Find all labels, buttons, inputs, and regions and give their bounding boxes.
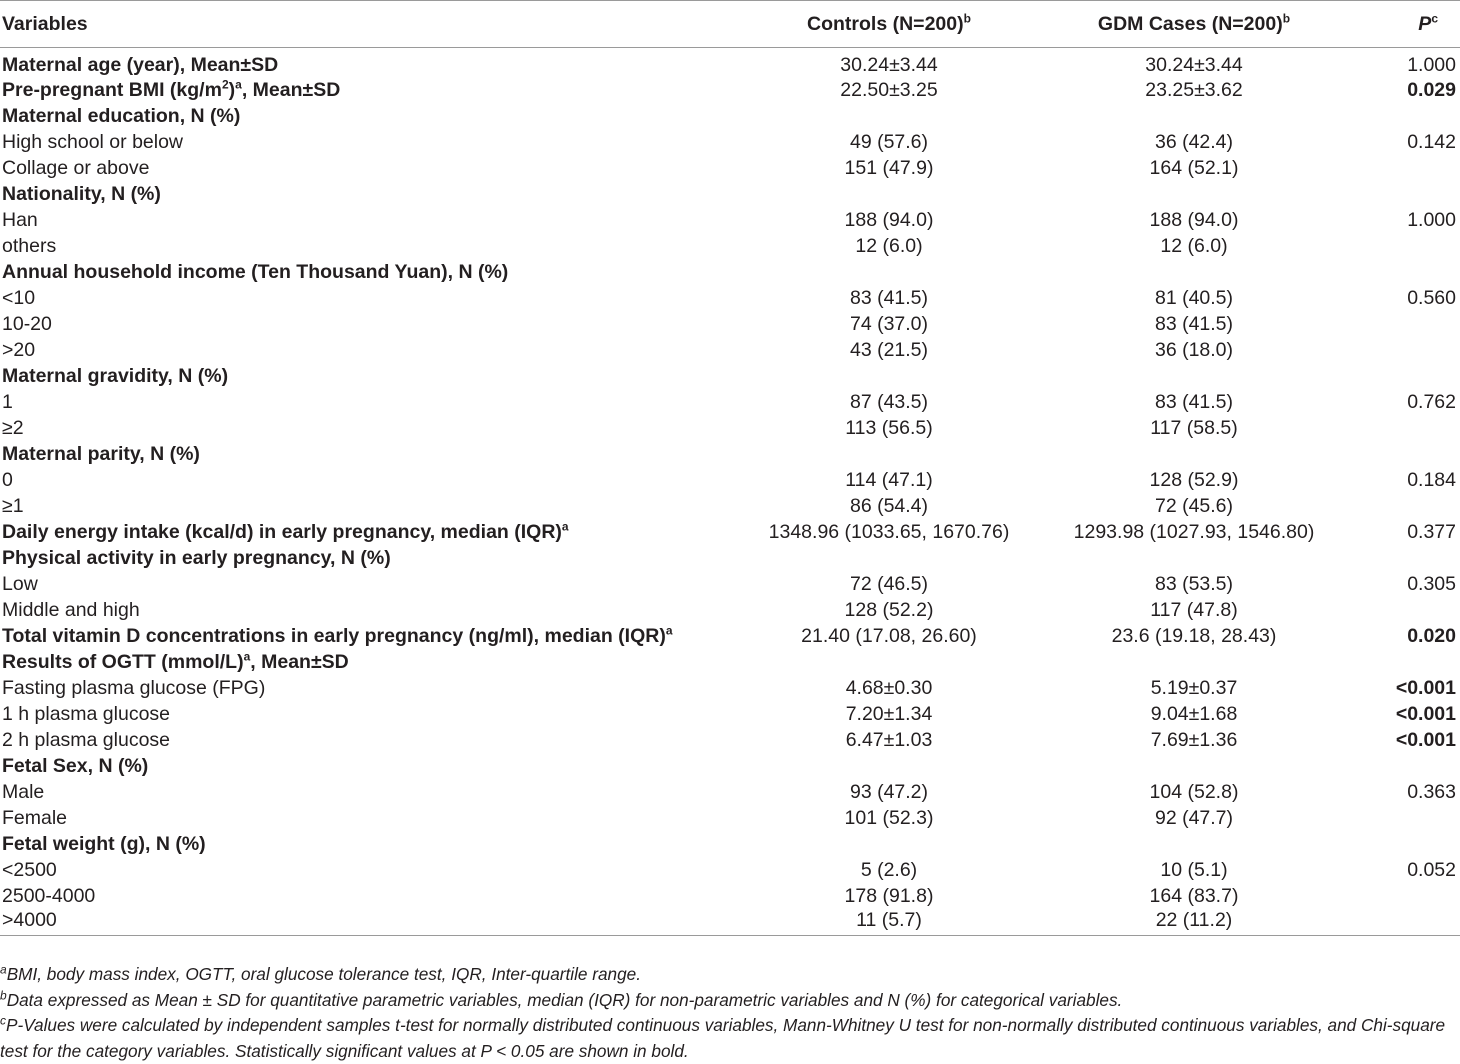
variable-cell [0,623,764,649]
gdm-cases-cell: 83 (53.5) [1154,572,1234,595]
variable-cell [0,77,764,103]
table-row [0,597,1460,623]
p-value-cell [1374,545,1460,571]
footnote-text: BMI, body mass index, OGTT, oral glucose tolerance test, IQR, Inter-quartile range. [6,964,642,984]
variable-cell [0,597,764,623]
table-row-heading [0,831,1460,857]
variable-cell [0,181,764,207]
p-value-cell [1374,259,1460,285]
footnote-c [0,1013,1458,1064]
footnote-marker: c [0,1013,6,1028]
gdm-cases-cell [1014,545,1374,571]
p-value-cell [1374,649,1460,675]
p-value-cell [1374,597,1460,623]
footnote-marker: a [243,649,251,663]
variable-label: Han [2,208,38,231]
variable-cell [0,857,764,883]
p-value-cell: 1.000 [1407,54,1456,76]
p-value-cell [1374,181,1460,207]
gdm-cases-cell: 83 (41.5) [1154,390,1234,413]
gdm-cases-cell [1014,753,1374,779]
variable-cell [0,727,764,753]
variable-label: Total vitamin D concentrations in early pregnancy (ng/ml), median (IQR) [2,624,666,647]
variable-label: Fasting plasma glucose (FPG) [2,676,266,699]
controls-cell: 188 (94.0) [844,208,934,231]
gdm-cases-cell: 164 (83.7) [1149,884,1239,907]
controls-cell: 4.68±0.30 [845,676,933,699]
table-row-heading [0,649,1460,675]
controls-cell: 11 (5.7) [764,909,1014,936]
controls-cell: 114 (47.1) [845,468,933,491]
table-row [0,389,1460,415]
controls-cell: 43 (21.5) [849,338,929,361]
p-value-cell: <0.001 [1395,676,1456,699]
table-header [0,1,1460,48]
controls-cell [764,753,1014,779]
table-row-heading [0,103,1460,129]
controls-cell: 30.24±3.44 [840,54,938,76]
variable-label: High school or below [2,130,184,153]
variable-cell [0,545,764,571]
gdm-cases-cell [1014,103,1374,129]
p-value-cell [1374,311,1460,337]
table-row [0,207,1460,233]
gdm-cases-cell: 83 (41.5) [1154,312,1234,335]
gdm-cases-cell: 188 (94.0) [1149,208,1239,231]
variable-cell [0,48,764,78]
table-row [0,415,1460,441]
variable-cell [0,649,764,675]
variable-label: others [2,234,57,257]
variable-cell [0,519,764,545]
variable-label: Female [2,806,68,829]
variable-cell [0,805,764,831]
variable-label: 0 [2,468,13,491]
footnote-b [0,988,1458,1014]
p-value-cell: 0.029 [1407,78,1456,101]
p-value-cell [1374,337,1460,363]
variable-label: , Mean±SD [250,650,349,673]
p-value-cell: 0.020 [1407,624,1456,647]
table-row [0,909,1460,936]
variable-label: Maternal education, N (%) [2,104,241,127]
controls-cell [764,649,1014,675]
variable-label: Maternal gravidity, N (%) [2,364,229,387]
table-row [0,285,1460,311]
variable-label: <10 [2,286,36,309]
variable-cell [0,311,764,337]
p-value-cell: 0.363 [1407,780,1456,803]
table-row-heading [0,545,1460,571]
p-value-cell [1374,363,1460,389]
controls-cell: 6.47±1.03 [845,728,933,751]
footnote-text: Data expressed as Mean ± SD for quantitative parametric variables, median (IQR) for non-parametric variables and N (%) for categorical variables. [6,989,1123,1010]
variable-label: Collage or above [2,156,150,179]
p-value-cell: 0.184 [1407,468,1456,491]
table-row [0,493,1460,519]
variable-cell [0,233,764,259]
variable-cell [0,415,764,441]
variable-cell [0,753,764,779]
gdm-cases-cell: 36 (42.4) [1154,130,1234,153]
footnote-marker: a [561,519,569,533]
gdm-cases-cell: 5.19±0.37 [1150,676,1238,699]
variable-label: ≥2 [2,416,24,439]
controls-cell [764,363,1014,389]
variable-label: 1 h plasma glucose [2,702,171,725]
variable-label: Results of OGTT (mmol/L) [2,650,244,673]
variable-label: Annual household income (Ten Thousand Yuan), N (%) [2,260,509,283]
table-row [0,233,1460,259]
gdm-cases-cell: 22 (11.2) [1014,909,1374,936]
variable-label: Maternal age (year), Mean±SD [2,54,279,76]
header-controls: Controls (N=200)$^b$ [764,1,1014,48]
gdm-cases-cell [1014,363,1374,389]
controls-cell: 5 (2.6) [860,858,918,881]
variable-cell [0,779,764,805]
variable-cell [0,831,764,857]
table-row [0,727,1460,753]
header-p-value: $P^c$ [1374,1,1460,48]
variable-cell [0,207,764,233]
p-value-cell [1374,441,1460,467]
footnote-marker: a [0,962,7,977]
table-row-heading [0,623,1460,649]
variable-label: ≥1 [2,494,24,517]
variable-cell [0,129,764,155]
gdm-cases-cell: 117 (47.8) [1150,598,1238,621]
gdm-cases-cell [1014,259,1374,285]
controls-cell [764,181,1014,207]
table-row-heading [0,519,1460,545]
gdm-cases-cell: 9.04±1.68 [1150,702,1238,725]
controls-cell: 83 (41.5) [849,286,929,309]
gdm-cases-cell: 128 (52.9) [1149,468,1239,491]
table-footnotes [0,962,1458,1064]
p-value-cell [1374,103,1460,129]
controls-cell [764,441,1014,467]
p-value-cell: <0.001 [1395,728,1456,751]
p-value-cell: 0.560 [1407,286,1456,309]
p-value-cell [1374,155,1460,181]
controls-cell: 101 (52.3) [844,806,934,829]
variable-label: Fetal weight (g), N (%) [2,832,206,855]
gdm-cases-cell: 36 (18.0) [1154,338,1234,361]
table-row [0,701,1460,727]
header-gdm-cases: GDM Cases (N=200)$^b$ [1014,1,1374,48]
controls-cell: 151 (47.9) [844,156,934,179]
controls-cell: 113 (56.5) [845,416,933,439]
table-row-heading [0,181,1460,207]
variable-label: >4000 [2,909,57,931]
controls-cell: 93 (47.2) [849,780,929,803]
variable-cell [0,259,764,285]
p-value-cell: 0.762 [1407,390,1456,413]
variable-label: 10-20 [2,312,52,335]
controls-cell: 21.40 (17.08, 26.60) [801,624,977,647]
variable-label: 2 h plasma glucose [2,728,171,751]
controls-cell: 74 (37.0) [849,312,929,335]
gdm-cases-cell: 81 (40.5) [1154,286,1234,309]
variable-label: Pre-pregnant BMI (kg/m [2,78,222,101]
variable-label: <2500 [2,858,57,881]
table-row [0,805,1460,831]
controls-cell: 86 (54.4) [849,494,929,517]
variable-cell [0,155,764,181]
variable-cell [0,441,764,467]
gdm-cases-cell: 104 (52.8) [1149,780,1239,803]
variable-label: >20 [2,338,36,361]
controls-cell: 72 (46.5) [849,572,929,595]
controls-cell: 49 (57.6) [849,130,929,153]
variable-cell [0,675,764,701]
footnote-a [0,962,1458,988]
table-row-heading [0,363,1460,389]
table-row [0,337,1460,363]
variable-label: ) [228,78,236,101]
gdm-cases-cell: 12 (6.0) [1160,234,1228,257]
p-value-cell: 1.000 [1407,208,1456,231]
gdm-cases-cell: 10 (5.1) [1160,858,1228,881]
variable-label: Maternal parity, N (%) [2,442,200,465]
variable-label: Physical activity in early pregnancy, N (%) [2,546,391,569]
p-value-cell: 0.377 [1407,520,1456,543]
gdm-cases-cell: 23.6 (19.18, 28.43) [1111,624,1277,647]
footnote-marker: 2 [221,77,229,91]
gdm-cases-cell: 164 (52.1) [1149,156,1239,179]
variable-cell [0,103,764,129]
p-value-cell [1374,415,1460,441]
gdm-cases-cell [1014,831,1374,857]
variable-cell [0,571,764,597]
footnote-text: P-Values were calculated by independent samples t-test for normally distributed continuous variables, Mann-Whitney U test for non-normally distributed continuous variables, and Chi-square test for the category variables. Statistically significant values at P < 0.05 are shown in bold. [0,1015,1446,1061]
footnote-marker: a [665,623,673,637]
table-row-heading [0,753,1460,779]
controls-cell: 128 (52.2) [844,598,934,621]
variable-cell [0,285,764,311]
table-row [0,311,1460,337]
gdm-cases-cell: 92 (47.7) [1154,806,1234,829]
p-value-cell [1374,909,1460,936]
header-row [0,1,1460,48]
variable-cell [0,909,764,936]
p-value-cell: <0.001 [1395,702,1456,725]
table-row-heading [0,77,1460,103]
controls-cell: 1348.96 (1033.65, 1670.76) [768,520,1010,543]
p-value-cell: 0.142 [1407,130,1456,153]
table-row [0,779,1460,805]
controls-cell [764,831,1014,857]
variable-label: Middle and high [2,598,140,621]
variable-cell [0,701,764,727]
variable-label: Nationality, N (%) [2,182,161,205]
controls-cell: 178 (91.8) [844,884,934,907]
variable-cell [0,389,764,415]
p-value-cell [1374,831,1460,857]
controls-cell [764,103,1014,129]
table-row [0,857,1460,883]
gdm-cases-cell: 117 (58.5) [1150,416,1238,439]
variable-label: , Mean±SD [241,78,341,101]
controls-cell: 87 (43.5) [849,390,929,413]
table-row [0,675,1460,701]
variable-cell [0,337,764,363]
p-value-cell [1374,233,1460,259]
table-row [0,467,1460,493]
p-value-cell [1374,753,1460,779]
gdm-cases-cell: 7.69±1.36 [1150,728,1238,751]
table-row-heading [0,48,1460,78]
variable-label: Low [2,572,38,595]
table-row [0,883,1460,909]
table-row-heading [0,259,1460,285]
table-row [0,129,1460,155]
p-value-cell [1374,493,1460,519]
variable-cell [0,493,764,519]
controls-cell [764,545,1014,571]
footnote-marker: a [235,77,242,91]
table-body [0,48,1460,936]
header-variables: Variables [0,1,764,48]
table-row [0,571,1460,597]
gdm-cases-cell: 72 (45.6) [1154,494,1234,517]
variable-cell [0,883,764,909]
variable-label: Fetal Sex, N (%) [2,754,149,777]
controls-cell [764,259,1014,285]
p-value-cell [1374,883,1460,909]
variable-label: Daily energy intake (kcal/d) in early pregnancy, median (IQR) [2,520,562,543]
gdm-cases-cell: 1293.98 (1027.93, 1546.80) [1073,520,1315,543]
table-row-heading [0,441,1460,467]
table-row [0,155,1460,181]
footnote-marker: b [0,987,7,1002]
gdm-cases-cell: 23.25±3.62 [1145,78,1243,101]
variable-label: 1 [2,390,13,413]
controls-cell: 22.50±3.25 [840,78,938,101]
controls-cell: 7.20±1.34 [845,702,933,725]
gdm-cases-cell [1014,441,1374,467]
variable-label: 2500-4000 [2,884,96,907]
variable-cell [0,467,764,493]
p-value-cell [1374,805,1460,831]
variable-cell [0,363,764,389]
p-value-cell: 0.305 [1407,572,1456,595]
gdm-cases-cell: 30.24±3.44 [1145,54,1243,76]
gdm-cases-cell [1014,181,1374,207]
variable-label: Male [2,780,45,803]
gdm-cases-cell [1014,649,1374,675]
controls-cell: 12 (6.0) [855,234,923,257]
p-value-cell: 0.052 [1407,858,1456,881]
